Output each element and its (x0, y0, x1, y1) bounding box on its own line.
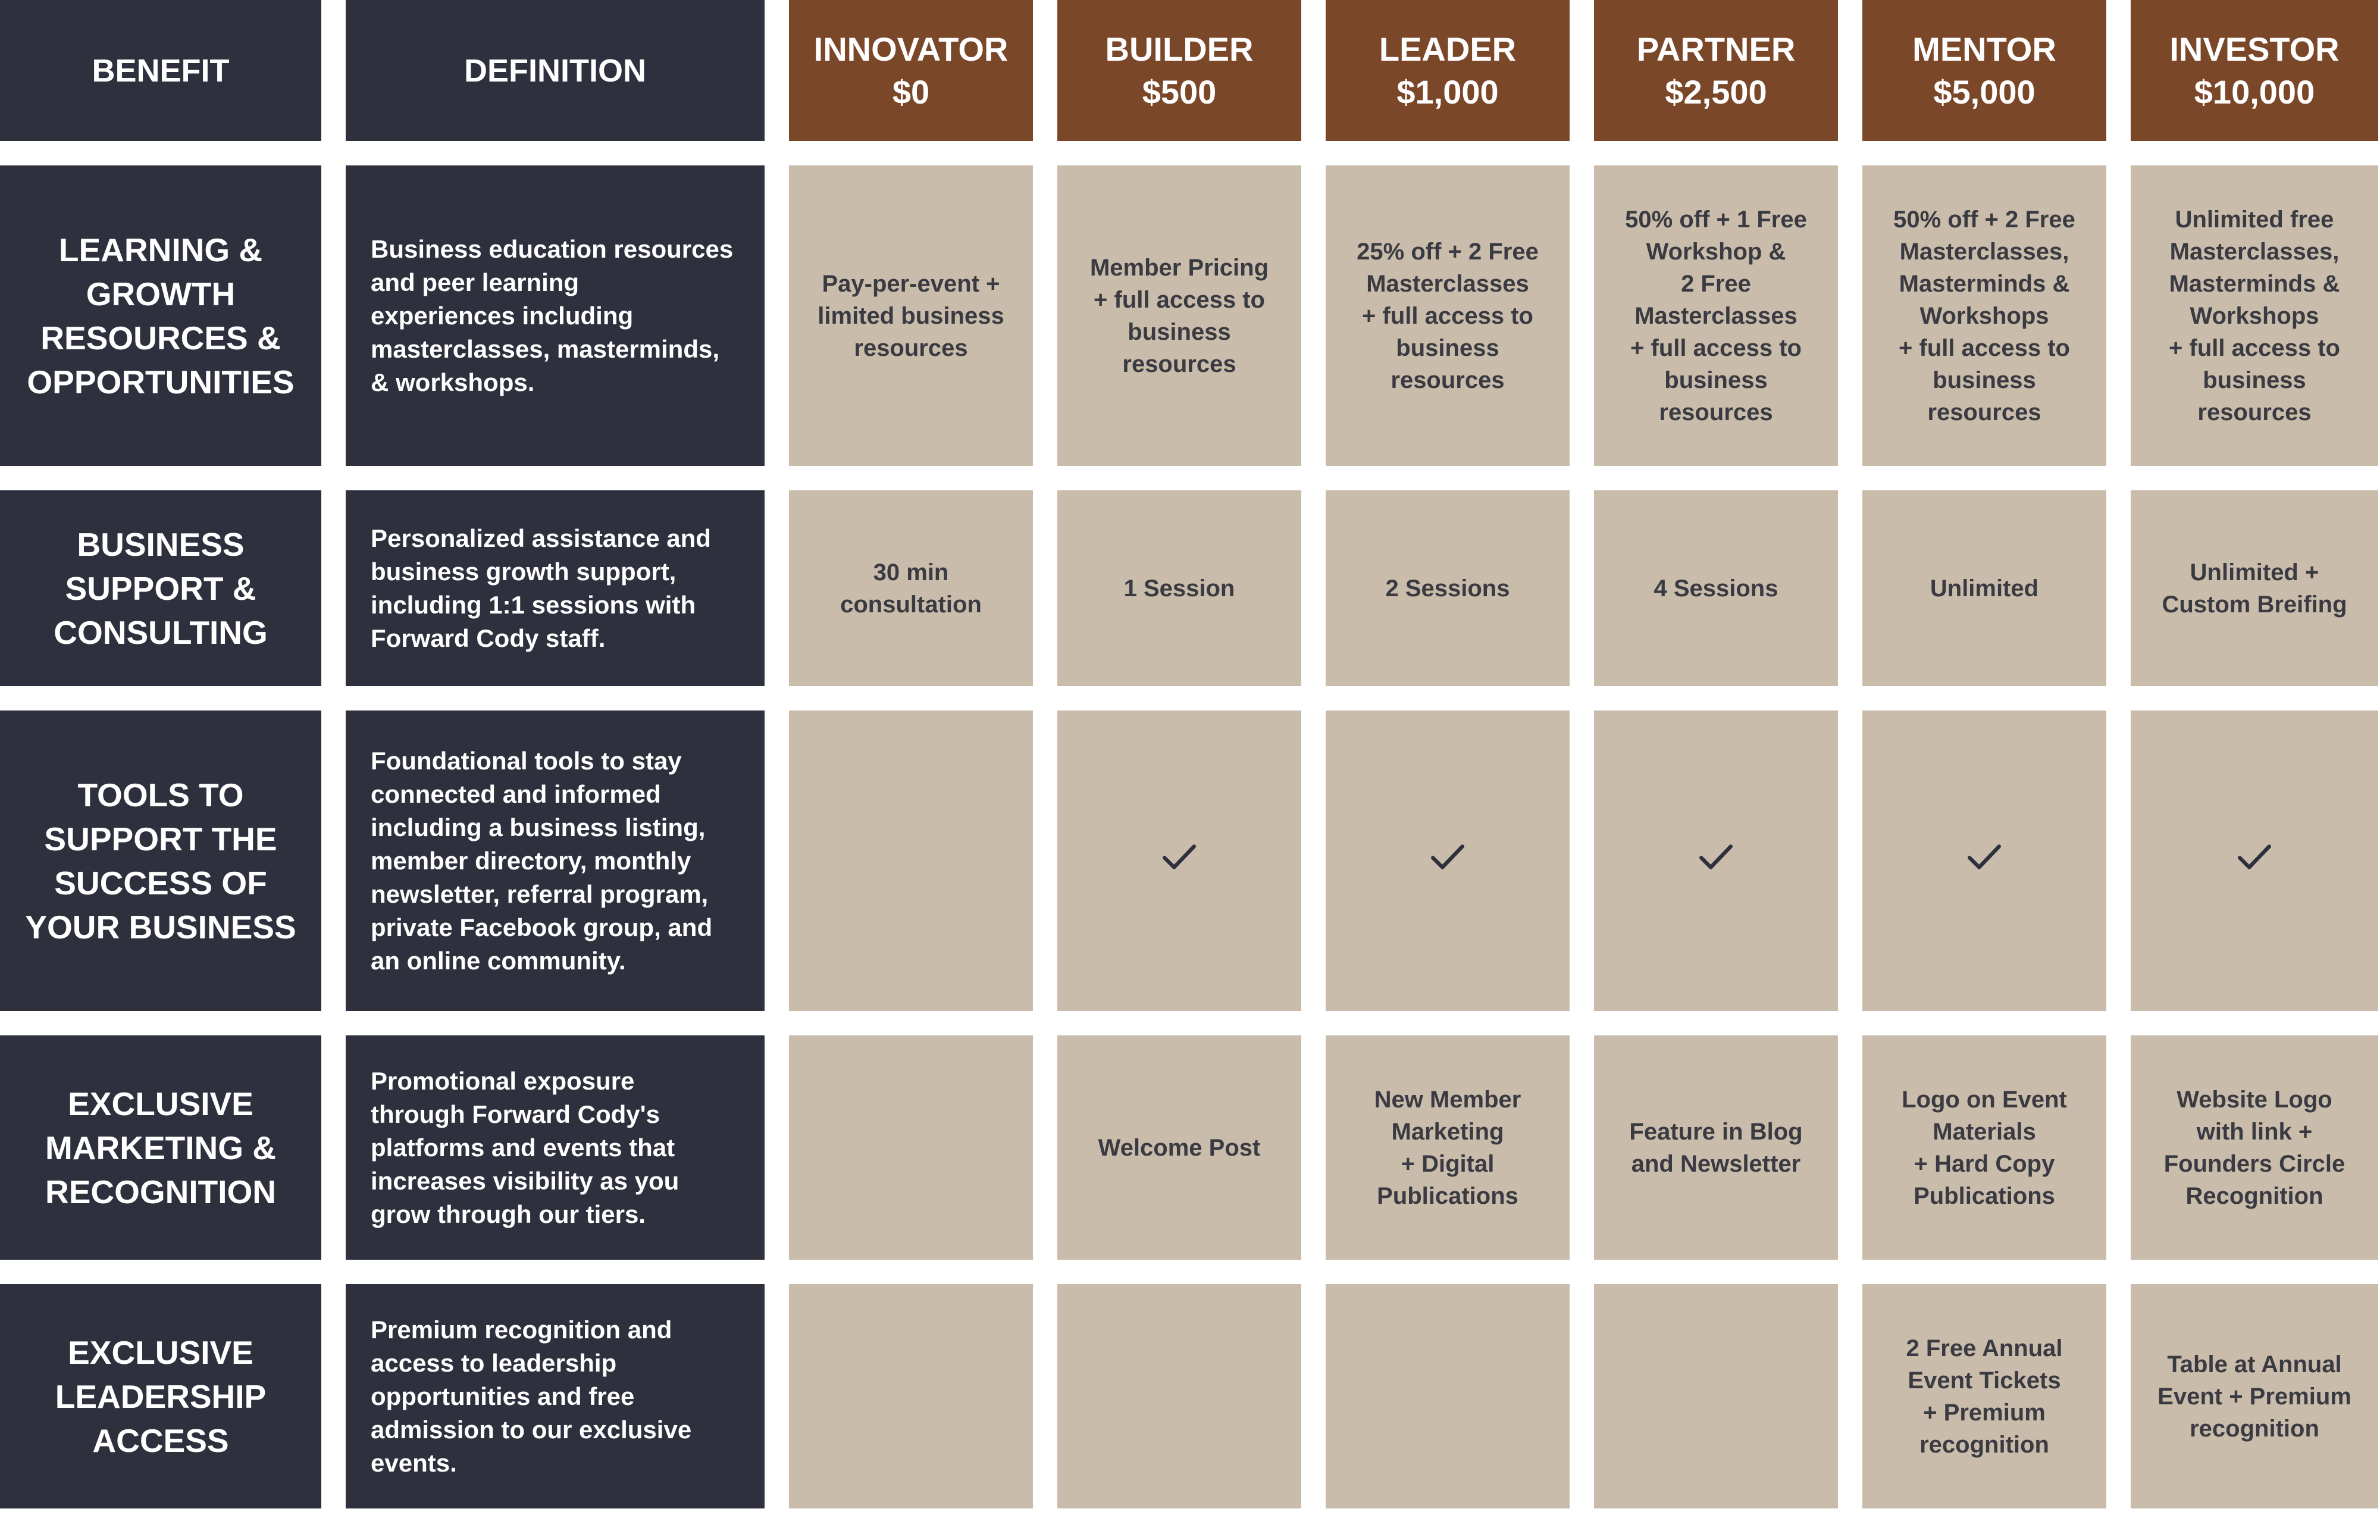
tier-cell-investor-tools (2131, 710, 2378, 1011)
tier-cell-innovator-tools (789, 710, 1033, 1011)
tier-name: PARTNER (1636, 30, 1796, 68)
tier-header-mentor (1862, 0, 2106, 141)
tier-name: INNOVATOR (813, 30, 1009, 68)
tier-price: $1,000 (1396, 73, 1499, 111)
tier-cell-leader-learning-growth (1326, 165, 1570, 466)
header-definition-label: DEFINITION (464, 52, 646, 89)
tier-name: LEADER (1379, 30, 1517, 68)
tier-header-innovator (789, 0, 1033, 141)
tier-cell-leader-marketing-recognition (1326, 1035, 1570, 1260)
checkmark-icon (1158, 836, 1200, 886)
tier-name: MENTOR (1912, 30, 2056, 68)
tier-cell-text: Member Pricing + full access to business resources (1089, 254, 1269, 377)
tier-cell-leader-leadership-access (1326, 1284, 1570, 1508)
header-benefit (0, 0, 321, 141)
tier-cell-builder-tools (1057, 710, 1301, 1011)
benefit-label-learning-growth (0, 165, 321, 466)
tier-price: $5,000 (1933, 73, 2035, 111)
tier-cell-text: 4 Sessions (1654, 575, 1778, 602)
tier-cell-text: 50% off + 1 Free Workshop & 2 Free Masterclasses + full access to business resources (1625, 206, 1807, 425)
benefit-definition-tools (346, 710, 765, 1011)
tier-cell-innovator-marketing-recognition (789, 1035, 1033, 1260)
tier-name: INVESTOR (2169, 30, 2340, 68)
benefit-definition-text: Premium recognition and access to leadership opportunities and free admission to our exclusive events. (371, 1315, 692, 1477)
tier-cell-text: New Member Marketing + Digital Publications (1374, 1086, 1521, 1209)
tier-cell-builder-learning-growth (1057, 165, 1301, 466)
benefit-label-text: LEARNING & GROWTH RESOURCES & OPPORTUNITIES (27, 231, 295, 400)
benefit-definition-marketing-recognition (346, 1035, 765, 1260)
tier-cell-investor-learning-growth (2131, 165, 2378, 466)
benefit-definition-leadership-access (346, 1284, 765, 1508)
tier-cell-innovator-leadership-access (789, 1284, 1033, 1508)
tier-cell-text: 50% off + 2 Free Masterclasses, Masterminds & Workshops + full access to business resources (1893, 206, 2075, 425)
checkmark-icon (1695, 836, 1737, 886)
tier-cell-mentor-marketing-recognition (1862, 1035, 2106, 1260)
benefit-definition-text: Promotional exposure through Forward Cody's platforms and events that increases visibility as you grow through our tiers. (371, 1066, 679, 1228)
tier-header-partner (1594, 0, 1838, 141)
tier-cell-investor-leadership-access (2131, 1284, 2378, 1508)
tier-cell-text: Welcome Post (1098, 1134, 1261, 1161)
tier-cell-innovator-learning-growth (789, 165, 1033, 466)
tier-cell-partner-tools (1594, 710, 1838, 1011)
tier-cell-text: 2 Sessions (1385, 575, 1510, 602)
benefit-definition-learning-growth (346, 165, 765, 466)
tier-price: $2,500 (1665, 73, 1767, 111)
benefit-label-marketing-recognition (0, 1035, 321, 1260)
tier-price: $500 (1142, 73, 1217, 111)
tier-cell-text: 25% off + 2 Free Masterclasses + full access to business resources (1357, 238, 1539, 393)
tier-price: $0 (892, 73, 930, 111)
tier-cell-investor-marketing-recognition (2131, 1035, 2378, 1260)
benefit-definition-text: Foundational tools to stay connected and informed including a business listing, member directory, monthly newsletter, referral program, private Facebook group, and an online community. (371, 746, 713, 975)
benefit-label-leadership-access (0, 1284, 321, 1508)
checkmark-icon (2234, 836, 2275, 886)
tier-cell-partner-marketing-recognition (1594, 1035, 1838, 1260)
tier-cell-text: 1 Session (1123, 575, 1235, 602)
tier-cell-text: Unlimited free Masterclasses, Masterminds & Workshops + full access to business resources (2169, 206, 2340, 425)
tier-cell-partner-learning-growth (1594, 165, 1838, 466)
tier-cell-mentor-learning-growth (1862, 165, 2106, 466)
tier-cell-innovator-business-support (789, 490, 1033, 686)
benefit-label-text: EXCLUSIVE LEADERSHIP ACCESS (55, 1334, 267, 1459)
tier-cell-text: Unlimited + Custom Breifing (2162, 559, 2347, 618)
tier-cell-partner-leadership-access (1594, 1284, 1838, 1508)
checkmark-icon (1964, 836, 2005, 886)
tier-cell-investor-business-support (2131, 490, 2378, 686)
tier-cell-leader-business-support (1326, 490, 1570, 686)
benefit-label-text: BUSINESS SUPPORT & CONSULTING (54, 525, 268, 651)
header-benefit-label: BENEFIT (92, 52, 230, 89)
tier-cell-text: Unlimited (1930, 575, 2039, 602)
tier-cell-text: Website Logo with link + Founders Circle Recognition (2163, 1086, 2345, 1209)
tier-header-builder (1057, 0, 1301, 141)
tier-cell-builder-business-support (1057, 490, 1301, 686)
tier-cell-mentor-tools (1862, 710, 2106, 1011)
tier-cell-builder-marketing-recognition (1057, 1035, 1301, 1260)
tier-cell-builder-leadership-access (1057, 1284, 1301, 1508)
tier-cell-partner-business-support (1594, 490, 1838, 686)
benefit-label-text: EXCLUSIVE MARKETING & RECOGNITION (45, 1085, 277, 1210)
tier-name: BUILDER (1105, 30, 1254, 68)
benefit-definition-text: Personalized assistance and business growth support, including 1:1 sessions with Forward Cody staff. (371, 524, 711, 652)
benefit-label-text: TOOLS TO SUPPORT THE SUCCESS OF YOUR BUSINESS (25, 776, 296, 946)
benefit-label-business-support (0, 490, 321, 686)
tier-cell-text: Logo on Event Materials + Hard Copy Publications (1902, 1086, 2067, 1209)
tier-cell-text: Table at Annual Event + Premium recognition (2157, 1351, 2351, 1442)
benefit-definition-business-support (346, 490, 765, 686)
tier-cell-text: 2 Free Annual Event Tickets + Premium recognition (1906, 1335, 2063, 1458)
tier-cell-leader-tools (1326, 710, 1570, 1011)
checkmark-icon (1427, 836, 1468, 886)
tier-cell-mentor-leadership-access (1862, 1284, 2106, 1508)
tier-cell-text: 30 min consultation (840, 559, 982, 618)
benefit-definition-text: Business education resources and peer learning experiences including masterclasses, masterminds, & workshops. (371, 234, 734, 396)
tier-cell-text: Feature in Blog and Newsletter (1629, 1118, 1803, 1177)
tier-cell-text: Pay-per-event + limited business resources (818, 270, 1004, 361)
header-definition (346, 0, 765, 141)
tier-header-leader (1326, 0, 1570, 141)
benefit-label-tools (0, 710, 321, 1011)
tier-cell-mentor-business-support (1862, 490, 2106, 686)
tier-header-investor (2131, 0, 2378, 141)
tier-price: $10,000 (2194, 73, 2315, 111)
